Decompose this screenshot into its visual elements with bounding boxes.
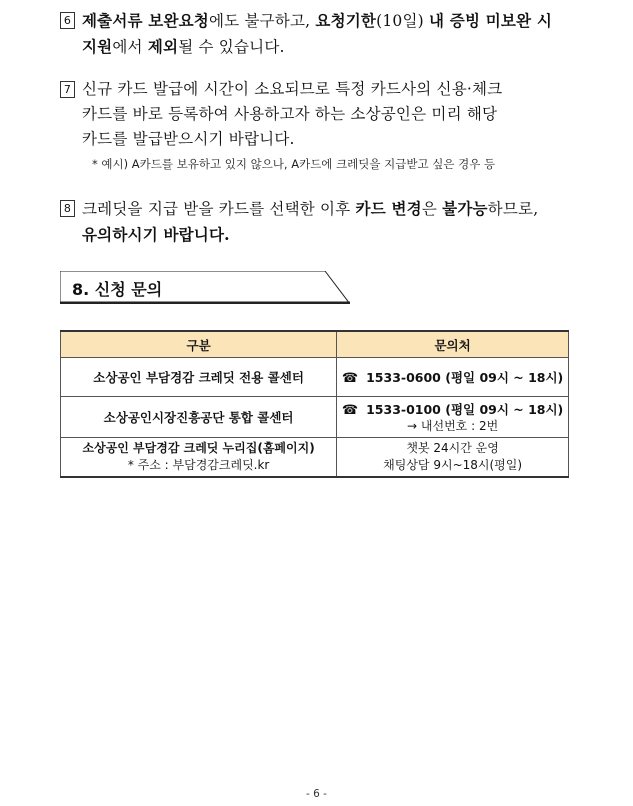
table-header-row (61, 331, 569, 358)
extension-note: → 내선번호 : 2번 (407, 418, 499, 433)
phone-number[interactable]: 1533-0100 (평일 09시 ~ 18시) (366, 401, 564, 417)
text-run: 카드를 바로 등록하여 사용하고자 하는 소상공인은 미리 해당 (82, 105, 498, 123)
row-name: 소상공인시장진흥공단 통합 콜센터 (61, 397, 337, 438)
text-run: 하므로, (487, 200, 539, 218)
text-run: 요청기한 (315, 11, 377, 30)
table-row (61, 438, 569, 478)
website-name: 소상공인 부담경감 크레딧 누리집(홈페이지) (82, 441, 315, 455)
section-title: 8. 신청 문의 (72, 280, 163, 299)
row-contact (337, 397, 569, 438)
phone-icon: ☎ (341, 371, 359, 386)
text-run: 에도 불구하고, (208, 12, 316, 30)
text-run: 에서 (112, 38, 148, 56)
item-text (82, 77, 580, 152)
header-contact: 문의처 (337, 331, 569, 358)
text-run: 될 수 있습니다. (178, 38, 285, 56)
item-number-7: 7 (60, 81, 75, 98)
website-address[interactable]: * 주소 : 부담경감크레딧.kr (127, 458, 270, 472)
table-row (61, 397, 569, 438)
example-note: * 예시) A카드를 보유하고 있지 않으나, A카드에 크레딧을 지급받고 싶은 경우 등 (92, 157, 496, 171)
row-name (61, 438, 337, 478)
row-contact (337, 438, 569, 478)
item-8 (60, 196, 580, 248)
text-run: 제외 (147, 37, 179, 56)
text-run: 은 (421, 200, 443, 218)
row-contact (337, 358, 569, 397)
item-number-8: 8 (60, 200, 75, 217)
text-run: 불가능 (442, 199, 488, 218)
chatbot-hours: 챗봇 24시간 운영 (406, 441, 499, 455)
text-run: 카드 변경 (355, 199, 422, 218)
row-name: 소상공인 부담경감 크레딧 전용 콜센터 (61, 358, 337, 397)
item-7 (60, 77, 580, 152)
item-6 (60, 8, 580, 60)
text-run: 유의하시기 바랍니다. (82, 225, 230, 244)
page-number: - 6 - (306, 788, 327, 800)
phone-icon: ☎ (341, 402, 359, 418)
item-text (82, 196, 580, 248)
item-number-6: 6 (60, 12, 75, 29)
text-run: (10일) (376, 12, 430, 30)
text-run: 크레딧을 지급 받을 카드를 선택한 이후 (82, 200, 356, 218)
chat-hours: 채팅상담 9시~18시(평일) (383, 458, 523, 472)
table-row (61, 358, 569, 397)
item-text (82, 8, 580, 60)
header-category: 구분 (61, 331, 337, 358)
text-run: 신규 카드 발급에 시간이 소요되므로 특정 카드사의 신용·체크 (82, 80, 503, 98)
text-run: 내 증빙 미보완 시 (429, 11, 553, 30)
text-run: 제출서류 보완요청 (82, 11, 209, 30)
section-heading (60, 271, 350, 304)
contact-table (60, 330, 569, 478)
text-run: 카드를 발급받으시기 바랍니다. (82, 130, 295, 148)
phone-number[interactable]: 1533-0600 (평일 09시 ~ 18시) (366, 370, 564, 385)
text-run: 지원 (82, 37, 113, 56)
